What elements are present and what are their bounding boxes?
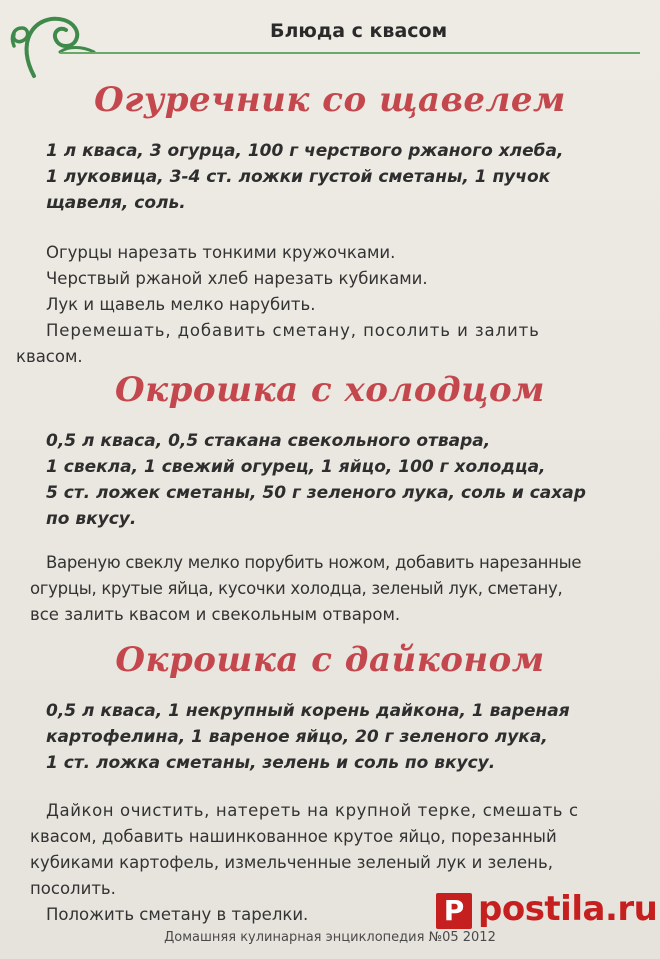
- watermark-text: postila.ru: [478, 889, 658, 929]
- ingredient-line: 1 ст. ложка сметаны, зелень и соль по вкусу.: [46, 753, 496, 773]
- ingredient-line: 5 ст. ложек сметаны, 50 г зеленого лука, соль и сахар: [46, 483, 586, 503]
- step-line: кубиками картофель, измельченные зеленый лук и зелень,: [30, 853, 553, 872]
- recipe-ingredients: [0, 428, 660, 532]
- recipe-steps: [0, 550, 660, 628]
- ingredient-line: картофелина, 1 вареное яйцо, 20 г зеленого лука,: [46, 727, 548, 747]
- recipe-title: Огуречник со щавелем: [94, 80, 566, 120]
- ingredient-line: щавеля, соль.: [46, 193, 186, 213]
- step-line: квасом, добавить нашинкованное крутое яйцо, порезанный: [30, 827, 557, 846]
- ingredient-line: 1 луковица, 3-4 ст. ложки густой сметаны, 1 пучок: [46, 167, 551, 187]
- step-line: огурцы, крутые яйца, кусочки холодца, зеленый лук, сметану,: [30, 579, 563, 598]
- ingredient-line: 1 свекла, 1 свежий огурец, 1 яйцо, 100 г холодца,: [46, 457, 546, 477]
- postila-watermark[interactable]: [436, 885, 660, 945]
- step-line: Перемешать, добавить сметану, посолить и залить: [46, 321, 540, 340]
- section-title: Блюда с квасом: [270, 20, 448, 42]
- step-line: Положить сметану в тарелки.: [46, 905, 309, 924]
- step-line: Вареную свеклу мелко порубить ножом, добавить нарезанные: [46, 553, 582, 572]
- recipe-title: Окрошка с дайконом: [115, 640, 545, 680]
- postila-logo-icon: P: [436, 893, 472, 929]
- step-line: Дайкон очистить, натереть на крупной терке, смешать с: [46, 801, 579, 820]
- step-line: Лук и щавель мелко нарубить.: [46, 295, 316, 314]
- ingredient-line: 0,5 л кваса, 0,5 стакана свекольного отвара,: [46, 431, 491, 451]
- page-header: [0, 0, 660, 60]
- step-line: все залить квасом и свекольным отваром.: [30, 605, 401, 624]
- ingredient-line: 0,5 л кваса, 1 некрупный корень дайкона, 1 вареная: [46, 701, 570, 721]
- ingredient-line: 1 л кваса, 3 огурца, 100 г черствого ржаного хлеба,: [46, 141, 564, 161]
- step-line: квасом.: [16, 347, 83, 366]
- header-rule: [60, 52, 640, 54]
- magazine-footer: Домашняя кулинарная энциклопедия №05 2012: [164, 930, 496, 945]
- recipe-title: Окрошка с холодцом: [115, 370, 545, 410]
- step-line: Огурцы нарезать тонкими кружочками.: [46, 243, 396, 262]
- step-line: посолить.: [30, 879, 116, 898]
- ingredient-line: по вкусу.: [46, 509, 137, 529]
- recipe-ingredients: [0, 698, 660, 776]
- leaf-ornament-icon: [4, 6, 96, 80]
- step-line: Черствый ржаной хлеб нарезать кубиками.: [46, 269, 428, 288]
- recipe-ingredients: [0, 138, 660, 216]
- recipe-steps: [0, 240, 660, 370]
